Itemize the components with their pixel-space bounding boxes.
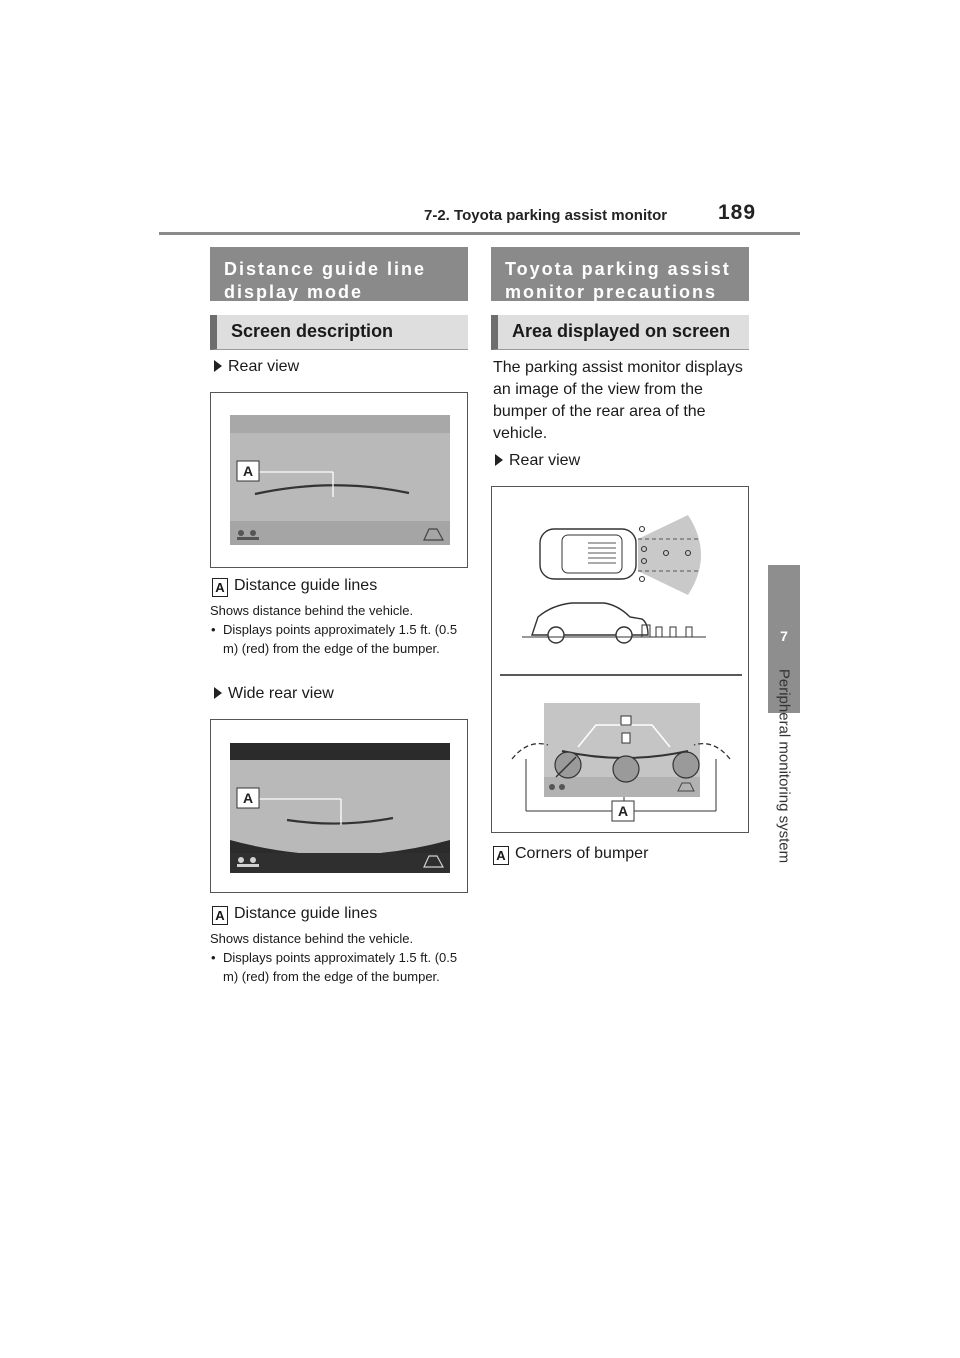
right-rear-view-title-text: Rear view xyxy=(509,452,581,469)
caption-text: Distance guide lines xyxy=(234,905,378,922)
heading-text: Toyota parking assist monitor precautions xyxy=(505,259,731,302)
desc-text: Shows distance behind the vehicle. xyxy=(210,603,414,618)
section-heading-distance-guide xyxy=(210,247,468,301)
callout-a-marker: A xyxy=(212,906,228,925)
section-title: 7-2. Toyota parking assist monitor xyxy=(424,207,668,224)
area-displayed-body: The parking assist monitor displays an image of the view from the bumper of the rear area of the vehicle. xyxy=(493,359,743,442)
right-rear-view-title xyxy=(495,452,580,470)
arrow-icon xyxy=(214,687,222,699)
section-heading-precautions xyxy=(491,247,749,301)
svg-text:A: A xyxy=(617,803,629,819)
caption-text: Corners of bumper xyxy=(515,845,649,862)
bumper-corners-diagram xyxy=(492,487,748,832)
rear-view-caption xyxy=(212,577,377,597)
rear-view-description xyxy=(210,601,472,658)
bullet-text: • Displays points approximately 1.5 ft. (0.5 m) (red) from the edge of the bumper. xyxy=(210,620,472,658)
bullet-text: • Displays points approximately 1.5 ft. (0.5 m) (red) from the edge of the bumper. xyxy=(210,948,472,986)
wide-rear-view-caption xyxy=(212,905,377,925)
wide-rear-view-description xyxy=(210,929,472,986)
rear-view-screen-illustration xyxy=(211,393,467,567)
rear-view-figure xyxy=(210,392,468,568)
svg-text:A: A xyxy=(242,463,254,479)
right-rear-view-caption xyxy=(493,845,648,865)
chapter-number: 7 xyxy=(780,628,788,644)
wide-rear-view-title-text: Wide rear view xyxy=(228,685,334,702)
area-displayed-figure xyxy=(491,486,749,833)
subheading-text: Screen description xyxy=(231,321,394,341)
desc-text: Shows distance behind the vehicle. xyxy=(210,931,414,946)
callout-a-marker: A xyxy=(212,578,228,597)
svg-text:A: A xyxy=(242,790,254,806)
wide-rear-view-figure xyxy=(210,719,468,893)
subheading-area-displayed xyxy=(491,315,749,350)
caption-text: Distance guide lines xyxy=(234,577,378,594)
callout-a-marker: A xyxy=(493,846,509,865)
wide-rear-view-screen-illustration xyxy=(211,720,467,892)
wide-rear-view-title xyxy=(214,685,334,703)
arrow-icon xyxy=(214,360,222,372)
subheading-screen-description xyxy=(210,315,468,350)
heading-text: Distance guide line display mode xyxy=(224,259,427,302)
chapter-title: Peripheral monitoring system xyxy=(775,668,793,864)
header-rule xyxy=(159,232,800,235)
rear-view-title xyxy=(214,358,299,376)
page-number: 189 xyxy=(718,201,757,224)
arrow-icon xyxy=(495,454,503,466)
rear-view-title-text: Rear view xyxy=(228,358,300,375)
subheading-text: Area displayed on screen xyxy=(512,321,731,341)
